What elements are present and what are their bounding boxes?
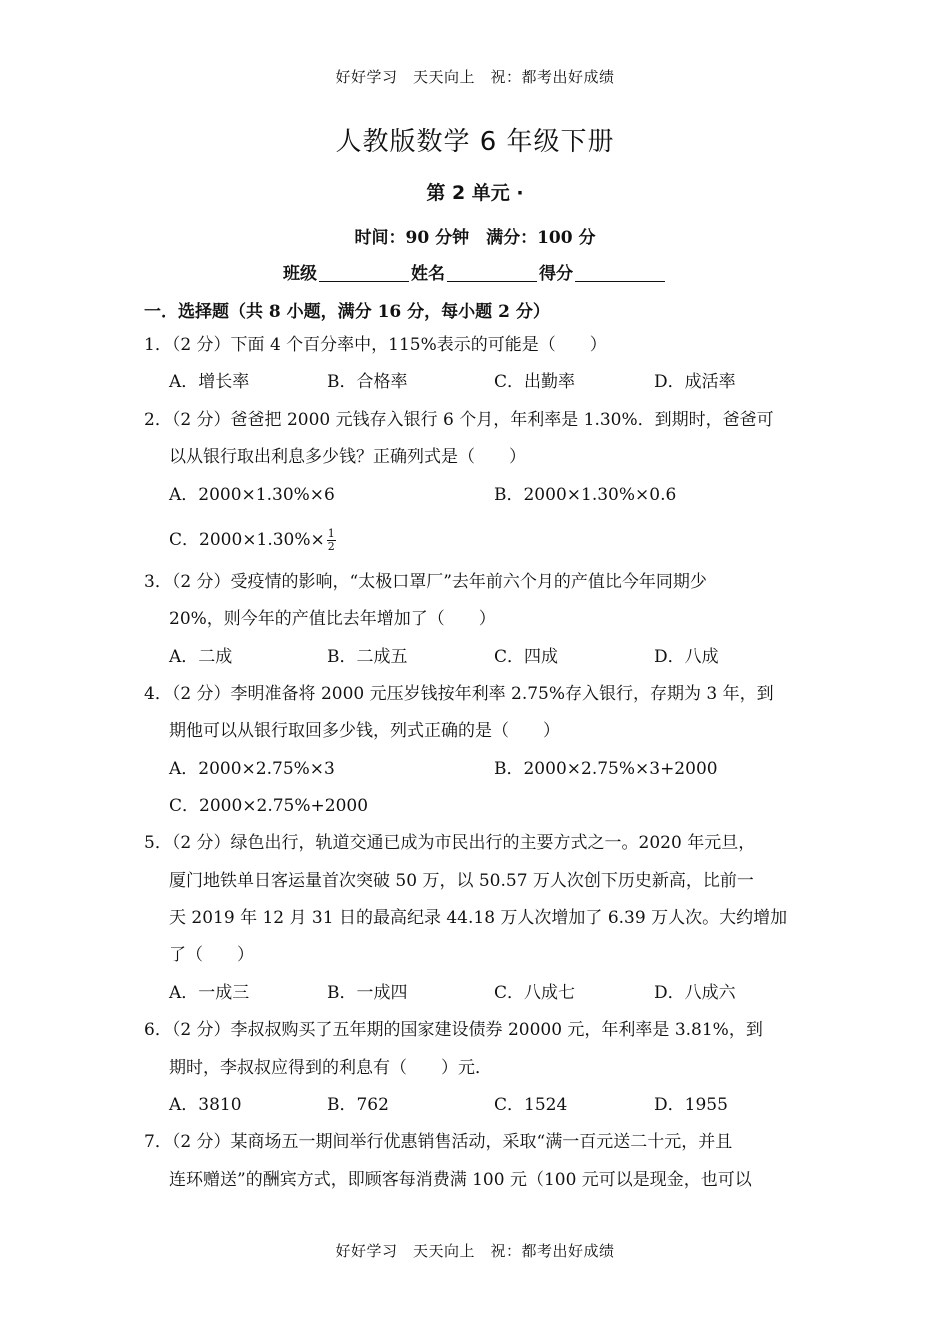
question-5-line-1: 5．（2 分）绿色出行，轨道交通已成为市民出行的主要方式之一。2020 年元旦， <box>144 833 756 853</box>
fraction-numerator: 1 <box>327 527 335 540</box>
q2-option-a: A．2000×1.30%×6 <box>169 485 335 505</box>
q5-option-d: D．八成六 <box>654 983 736 1003</box>
question-3-line-2: 20%，则今年的产值比去年增加了（ ） <box>169 609 496 629</box>
question-7-line-1: 7．（2 分）某商场五一期间举行优惠销售活动，采取“满一百元送二十元，并且 <box>144 1132 733 1152</box>
q1-option-d: D．成活率 <box>654 372 736 392</box>
question-2-line-1: 2．（2 分）爸爸把 2000 元钱存入银行 6 个月，年利率是 1.30%．到期时，爸爸可 <box>144 410 774 430</box>
q3-option-c: C．四成 <box>494 647 559 667</box>
q2-option-c-text: C．2000×1.30%× <box>169 530 325 550</box>
question-3-line-1: 3．（2 分）受疫情的影响，“太极口罩厂”去年前六个月的产值比今年同期少 <box>144 572 707 592</box>
question-1: 1．（2 分）下面 4 个百分率中，115%表示的可能是（ ） <box>144 335 607 355</box>
question-4-line-2: 期他可以从银行取回多少钱，列式正确的是（ ） <box>169 721 560 741</box>
question-5-line-3: 天 2019 年 12 月 31 日的最高纪录 44.18 万人次增加了 6.39 万人次。大约增加 <box>169 908 788 928</box>
q1-option-b: B．合格率 <box>327 372 408 392</box>
q5-option-b: B．一成四 <box>327 983 408 1003</box>
class-blank <box>319 263 409 282</box>
name-blank <box>447 263 537 282</box>
q2-option-c <box>169 528 336 553</box>
q3-option-b: B．二成五 <box>327 647 408 667</box>
q3-option-a: A．二成 <box>169 647 233 667</box>
q6-option-b: B．762 <box>327 1095 389 1115</box>
score-blank <box>575 263 665 282</box>
unit-subtitle: 第 2 单元 · <box>426 182 524 204</box>
q3-option-d: D．八成 <box>654 647 719 667</box>
q6-option-d: D．1955 <box>654 1095 728 1115</box>
section-heading: 一．选择题（共 8 小题，满分 16 分，每小题 2 分） <box>144 302 550 322</box>
q4-option-a: A．2000×2.75%×3 <box>169 759 335 779</box>
time-and-score: 时间：90 分钟 满分：100 分 <box>354 228 596 248</box>
page-title: 人教版数学 6 年级下册 <box>335 127 615 157</box>
q5-option-c: C．八成七 <box>494 983 576 1003</box>
question-5-line-2: 厦门地铁单日客运量首次突破 50 万，以 50.57 万人次创下历史新高，比前一 <box>169 871 754 891</box>
score-label: 得分 <box>539 264 573 284</box>
question-4-line-1: 4．（2 分）李明准备将 2000 元压岁钱按年利率 2.75%存入银行，存期为 3 年，到 <box>144 684 774 704</box>
student-info <box>0 259 950 284</box>
fraction <box>327 528 336 553</box>
question-6-line-2: 期时，李叔叔应得到的利息有（ ）元． <box>169 1058 492 1078</box>
class-label: 班级 <box>283 264 317 284</box>
footer-running-text: 好好学习 天天向上 祝：都考出好成绩 <box>335 1242 615 1260</box>
q1-option-a: A．增长率 <box>169 372 250 392</box>
q4-option-b: B．2000×2.75%×3+2000 <box>494 759 718 779</box>
q6-option-a: A．3810 <box>169 1095 242 1115</box>
question-5-line-4: 了（ ） <box>169 945 254 965</box>
q4-option-c: C．2000×2.75%+2000 <box>169 796 369 816</box>
q5-option-a: A．一成三 <box>169 983 250 1003</box>
q1-option-c: C．出勤率 <box>494 372 576 392</box>
question-7-line-2: 连环赠送”的酬宾方式，即顾客每消费满 100 元（100 元可以是现金，也可以 <box>169 1170 752 1190</box>
question-6-line-1: 6．（2 分）李叔叔购买了五年期的国家建设债券 20000 元，年利率是 3.81%，到 <box>144 1020 763 1040</box>
header-running-text: 好好学习 天天向上 祝：都考出好成绩 <box>335 68 615 86</box>
q6-option-c: C．1524 <box>494 1095 568 1115</box>
q2-option-b: B．2000×1.30%×0.6 <box>494 485 677 505</box>
fraction-denominator: 2 <box>327 540 335 553</box>
question-2-line-2: 以从银行取出利息多少钱？正确列式是（ ） <box>169 447 526 467</box>
name-label: 姓名 <box>411 264 445 284</box>
